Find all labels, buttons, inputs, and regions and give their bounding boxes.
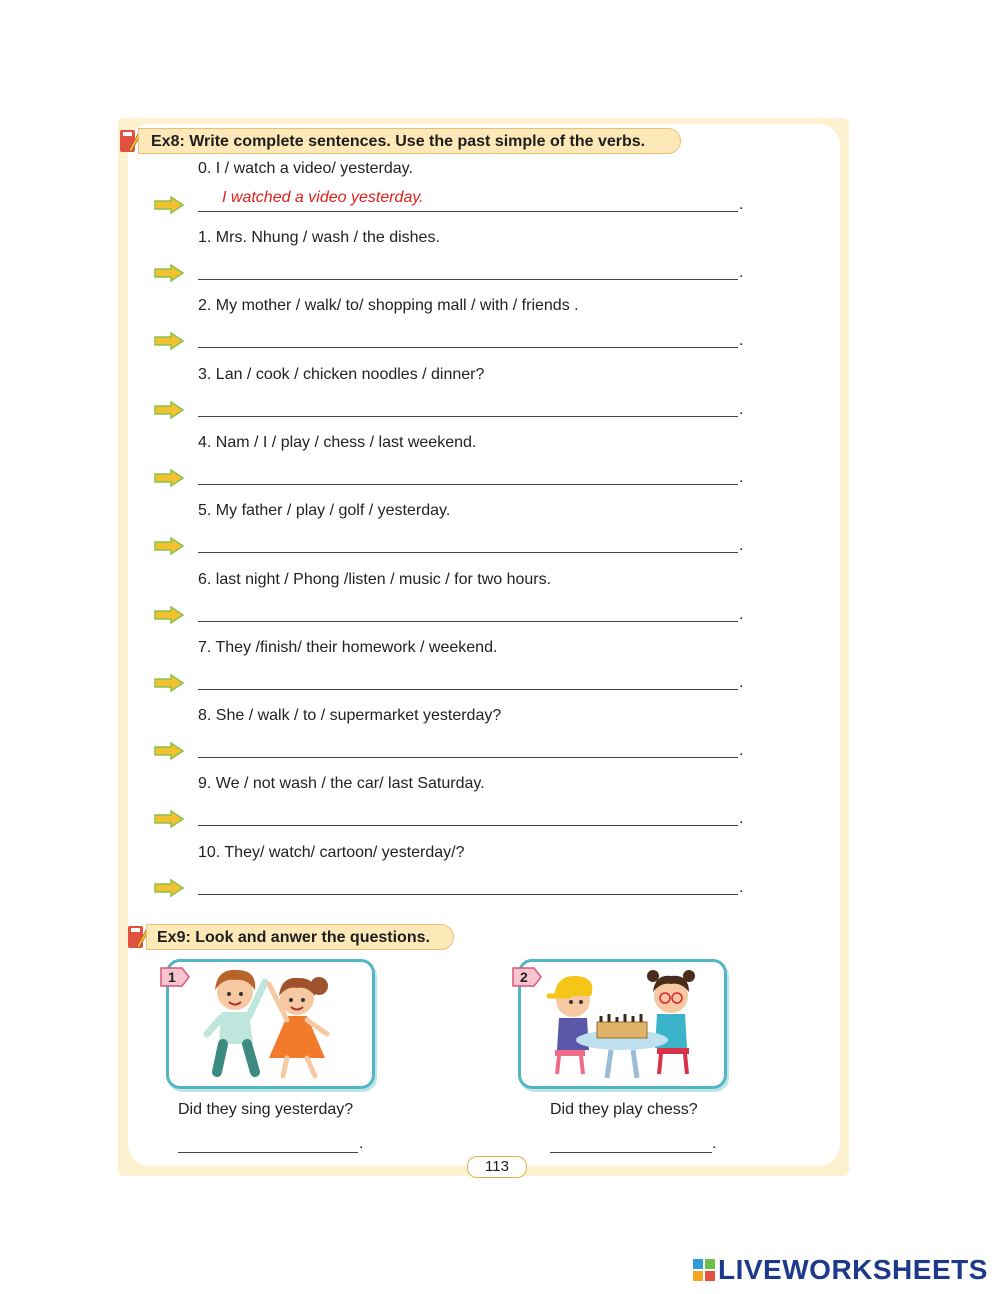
line-end-period: .: [739, 332, 744, 349]
example-prompt: 0. I / watch a video/ yesterday.: [198, 160, 413, 177]
arrow-right-icon: [154, 674, 184, 692]
picture-1-frame: [166, 959, 375, 1089]
line-end-period: .: [739, 196, 744, 213]
line-end-period: .: [739, 674, 744, 691]
arrow-right-icon: [154, 264, 184, 282]
dancing-children-illustration: [169, 962, 372, 1086]
answer-2-line[interactable]: [550, 1152, 712, 1153]
arrow-right-icon: [154, 606, 184, 624]
exercise-prompt: 1. Mrs. Nhung / wash / the dishes.: [198, 229, 440, 246]
line-end-period: .: [739, 879, 744, 896]
line-end-period: .: [739, 810, 744, 827]
exercise-prompt: 5. My father / play / golf / yesterday.: [198, 502, 451, 519]
answer-line[interactable]: [198, 689, 738, 690]
question-1: Did they sing yesterday?: [178, 1101, 354, 1118]
ex9-title: Ex9: Look and anwer the questions.: [157, 929, 430, 946]
arrow-right-icon: [154, 537, 184, 555]
answer-2-period: .: [712, 1135, 717, 1152]
liveworksheets-logo-icon: [693, 1259, 715, 1281]
answer-1-line[interactable]: [178, 1152, 358, 1153]
arrow-right-icon: [154, 332, 184, 350]
arrow-right-icon: [154, 469, 184, 487]
exercise-prompt: 2. My mother / walk/ to/ shopping mall / with / friends .: [198, 297, 579, 314]
ex8-title: Ex8: Write complete sentences. Use the past simple of the verbs.: [151, 133, 646, 150]
exercise-prompt: 6. last night / Phong /listen / music / for two hours.: [198, 571, 552, 588]
answer-line[interactable]: [198, 894, 738, 895]
picture-1-number: 1: [168, 969, 176, 985]
line-end-period: .: [739, 742, 744, 759]
line-end-period: .: [739, 264, 744, 281]
liveworksheets-logo: [693, 1255, 988, 1285]
answer-line[interactable]: [198, 757, 738, 758]
example-answer: I watched a video yesterday.: [222, 189, 424, 206]
answer-line[interactable]: [198, 279, 738, 280]
line-end-period: .: [739, 401, 744, 418]
line-end-period: .: [739, 606, 744, 623]
arrow-right-icon: [154, 196, 184, 214]
exercise-prompt: 4. Nam / I / play / chess / last weekend.: [198, 434, 477, 451]
arrow-right-icon: [154, 810, 184, 828]
arrow-right-icon: [154, 879, 184, 897]
exercise-prompt: 8. She / walk / to / supermarket yesterday?: [198, 707, 502, 724]
arrow-right-icon: [154, 742, 184, 760]
ex9-header: [146, 924, 454, 950]
line-end-period: .: [739, 537, 744, 554]
chess-children-illustration: [521, 962, 724, 1086]
ex8-header: [138, 128, 681, 154]
answer-line[interactable]: [198, 416, 738, 417]
question-2: Did they play chess?: [550, 1101, 698, 1118]
picture-2-number: 2: [520, 969, 528, 985]
exercise-prompt: 3. Lan / cook / chicken noodles / dinner?: [198, 366, 485, 383]
example-answer-line: [198, 211, 738, 212]
picture-2-frame: [518, 959, 727, 1089]
answer-line[interactable]: [198, 552, 738, 553]
logo-text: LIVEWORKSHEETS: [718, 1254, 988, 1285]
exercise-prompt: 9. We / not wash / the car/ last Saturday.: [198, 775, 485, 792]
page-number: 113: [467, 1156, 527, 1178]
line-end-period: .: [739, 469, 744, 486]
answer-line[interactable]: [198, 484, 738, 485]
answer-line[interactable]: [198, 347, 738, 348]
answer-line[interactable]: [198, 825, 738, 826]
answer-line[interactable]: [198, 621, 738, 622]
answer-1-period: .: [359, 1135, 364, 1152]
exercise-prompt: 7. They /finish/ their homework / weekend.: [198, 639, 498, 656]
arrow-right-icon: [154, 401, 184, 419]
exercise-prompt: 10. They/ watch/ cartoon/ yesterday/?: [198, 844, 465, 861]
